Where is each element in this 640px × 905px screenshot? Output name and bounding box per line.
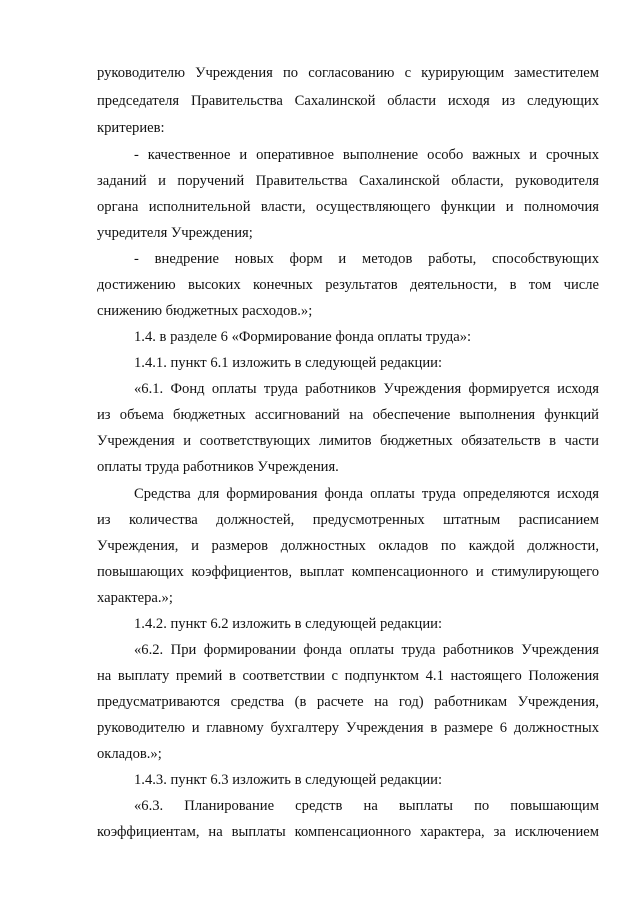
text-line: заданий и поручений Правительства Сахалинской области, руководителя	[97, 173, 599, 189]
text-line: 1.4.3. пункт 6.3 изложить в следующей редакции:	[134, 772, 443, 788]
text-line: окладов.»;	[97, 746, 162, 762]
text-line: 1.4.2. пункт 6.2 изложить в следующей редакции:	[134, 616, 443, 632]
text-line: снижению бюджетных расходов.»;	[97, 303, 313, 319]
text-line: 1.4.1. пункт 6.1 изложить в следующей редакции:	[134, 355, 443, 371]
text-line: коэффициентам, на выплаты компенсационного характера, за исключением	[97, 824, 599, 840]
text-line: учредителя Учреждения;	[97, 225, 253, 241]
text-line: критериев:	[97, 120, 165, 136]
text-line: Средства для формирования фонда оплаты труда определяются исходя	[134, 486, 599, 502]
text-line: Учреждения, и размеров должностных окладов по каждой должности,	[97, 538, 599, 554]
text-line: достижению высоких конечных результатов деятельности, в том числе	[97, 277, 599, 293]
text-line: - внедрение новых форм и методов работы, способствующих	[134, 251, 599, 267]
text-line: предусматриваются средства (в расчете на год) работникам Учреждения,	[97, 694, 599, 710]
text-line: руководителю Учреждения по согласованию с курирующим заместителем	[97, 65, 599, 81]
text-line: оплаты труда работников Учреждения.	[97, 459, 339, 475]
text-line: органа исполнительной власти, осуществляющего функции и полномочия	[97, 199, 599, 215]
text-line: из количества должностей, предусмотренных штатным расписанием	[97, 512, 599, 528]
text-line: 1.4. в разделе 6 «Формирование фонда оплаты труда»:	[134, 329, 472, 345]
text-line: «6.3. Планирование средств на выплаты по повышающим	[134, 798, 599, 814]
text-line: повышающих коэффициентов, выплат компенсационного и стимулирующего	[97, 564, 599, 580]
text-line: характера.»;	[97, 590, 173, 606]
text-line: руководителю и главному бухгалтеру Учреждения в размере 6 должностных	[97, 720, 599, 736]
text-line: «6.2. При формировании фонда оплаты труда работников Учреждения	[134, 642, 599, 658]
text-line: председателя Правительства Сахалинской области исходя из следующих	[97, 93, 599, 109]
text-line: - качественное и оперативное выполнение особо важных и срочных	[134, 147, 599, 163]
text-line: из объема бюджетных ассигнований на обеспечение выполнения функций	[97, 407, 599, 423]
text-line: «6.1. Фонд оплаты труда работников Учреждения формируется исходя	[134, 381, 599, 397]
text-line: на выплату премий в соответствии с подпунктом 4.1 настоящего Положения	[97, 668, 599, 684]
text-line: Учреждения и соответствующих лимитов бюджетных обязательств в части	[97, 433, 599, 449]
